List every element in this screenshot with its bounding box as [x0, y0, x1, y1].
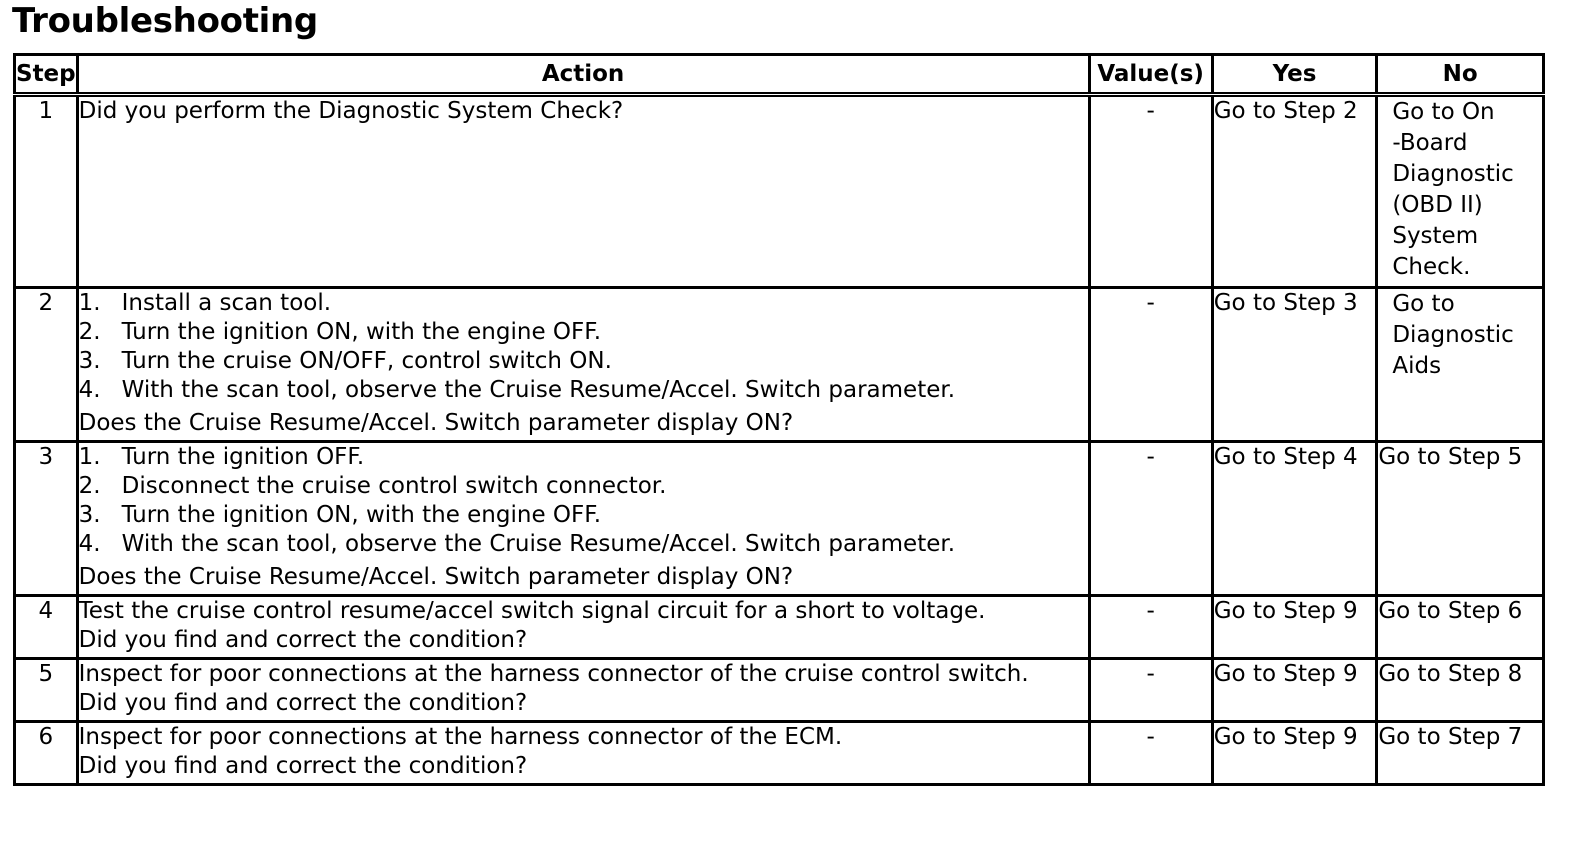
- list-number: 3.: [78, 348, 101, 374]
- value-cell: -: [1089, 596, 1212, 659]
- list-text: Disconnect the cruise control switch connector.: [121, 473, 667, 499]
- step-number: 6: [15, 722, 78, 785]
- header-step: Step: [15, 55, 78, 95]
- header-no: No: [1377, 55, 1544, 95]
- list-text: Turn the ignition ON, with the engine OFF.: [121, 319, 602, 345]
- list-text: With the scan tool, observe the Cruise Resume/Accel. Switch parameter.: [121, 531, 956, 557]
- list-number: 2.: [78, 473, 101, 499]
- no-text: System: [1392, 223, 1479, 249]
- value-cell: -: [1089, 288, 1212, 442]
- table-row: [15, 659, 1544, 722]
- list-number: 4.: [78, 531, 101, 557]
- yes-cell: Go to Step 4: [1212, 442, 1377, 596]
- header-row: [15, 55, 1544, 95]
- list-item: [79, 501, 1088, 530]
- no-text: -Board: [1392, 130, 1468, 156]
- step-number: 1: [15, 95, 78, 288]
- list-text: Turn the ignition ON, with the engine OFF.: [121, 502, 602, 528]
- list-number: 1.: [78, 444, 101, 470]
- value-cell: -: [1089, 659, 1212, 722]
- list-item: [79, 318, 1088, 347]
- list-item: [79, 530, 1088, 559]
- list-text: Turn the cruise ON/OFF, control switch ON.: [121, 348, 612, 374]
- action-text: Did you perform the Diagnostic System Check?: [78, 98, 624, 124]
- no-text: (OBD II): [1392, 192, 1483, 218]
- action-text: Test the cruise control resume/accel switch signal circuit for a short to voltage.: [78, 598, 986, 624]
- list-text: Install a scan tool.: [121, 290, 332, 316]
- action-cell: [77, 442, 1089, 596]
- action-text: Inspect for poor connections at the harness connector of the cruise control switch.: [78, 661, 1029, 687]
- action-question: Did you find and correct the condition?: [78, 690, 528, 716]
- yes-cell: Go to Step 2: [1212, 95, 1377, 288]
- value-cell: -: [1089, 442, 1212, 596]
- no-text: Go to On: [1392, 99, 1495, 125]
- list-item: [79, 443, 1088, 472]
- list-item: [79, 472, 1088, 501]
- no-text: Diagnostic: [1392, 322, 1514, 348]
- troubleshooting-table: [13, 53, 1545, 786]
- no-cell: Go to Step 6: [1377, 596, 1544, 659]
- action-text: Inspect for poor connections at the harness connector of the ECM.: [78, 724, 843, 750]
- action-cell: [77, 288, 1089, 442]
- list-number: 1.: [78, 290, 101, 316]
- step-number: 2: [15, 288, 78, 442]
- action-cell: [77, 95, 1089, 288]
- header-yes: Yes: [1212, 55, 1377, 95]
- table-row: [15, 442, 1544, 596]
- table-row: [15, 288, 1544, 442]
- header-action: Action: [77, 55, 1089, 95]
- value-cell: -: [1089, 722, 1212, 785]
- no-cell: Go to Step 7: [1377, 722, 1544, 785]
- yes-cell: Go to Step 3: [1212, 288, 1377, 442]
- yes-cell: Go to Step 9: [1212, 596, 1377, 659]
- no-text: Aids: [1392, 353, 1442, 379]
- list-item: [79, 289, 1088, 318]
- step-number: 4: [15, 596, 78, 659]
- table-row: [15, 95, 1544, 288]
- header-values: Value(s): [1089, 55, 1212, 95]
- action-question: Did you find and correct the condition?: [78, 753, 528, 779]
- page-title: Troubleshooting: [12, 1, 318, 41]
- list-number: 3.: [78, 502, 101, 528]
- value-cell: -: [1089, 95, 1212, 288]
- table-row: [15, 722, 1544, 785]
- no-cell: [1377, 288, 1544, 442]
- list-item: [79, 347, 1088, 376]
- no-text: Check.: [1392, 254, 1471, 280]
- list-text: Turn the ignition OFF.: [121, 444, 365, 470]
- action-cell: [77, 722, 1089, 785]
- no-cell: [1377, 95, 1544, 288]
- step-number: 5: [15, 659, 78, 722]
- table-row: [15, 596, 1544, 659]
- no-text: Diagnostic: [1392, 161, 1514, 187]
- action-question: Did you find and correct the condition?: [78, 627, 528, 653]
- action-cell: [77, 596, 1089, 659]
- list-number: 2.: [78, 319, 101, 345]
- no-cell: Go to Step 8: [1377, 659, 1544, 722]
- action-cell: [77, 659, 1089, 722]
- yes-cell: Go to Step 9: [1212, 659, 1377, 722]
- action-list: [79, 443, 1088, 559]
- action-question: Does the Cruise Resume/Accel. Switch parameter display ON?: [78, 564, 794, 590]
- action-list: [79, 289, 1088, 405]
- step-number: 3: [15, 442, 78, 596]
- list-number: 4.: [78, 377, 101, 403]
- action-question: Does the Cruise Resume/Accel. Switch parameter display ON?: [78, 410, 794, 436]
- no-cell: Go to Step 5: [1377, 442, 1544, 596]
- list-text: With the scan tool, observe the Cruise Resume/Accel. Switch parameter.: [121, 377, 956, 403]
- no-text: Go to: [1392, 291, 1455, 317]
- yes-cell: Go to Step 9: [1212, 722, 1377, 785]
- list-item: [79, 376, 1088, 405]
